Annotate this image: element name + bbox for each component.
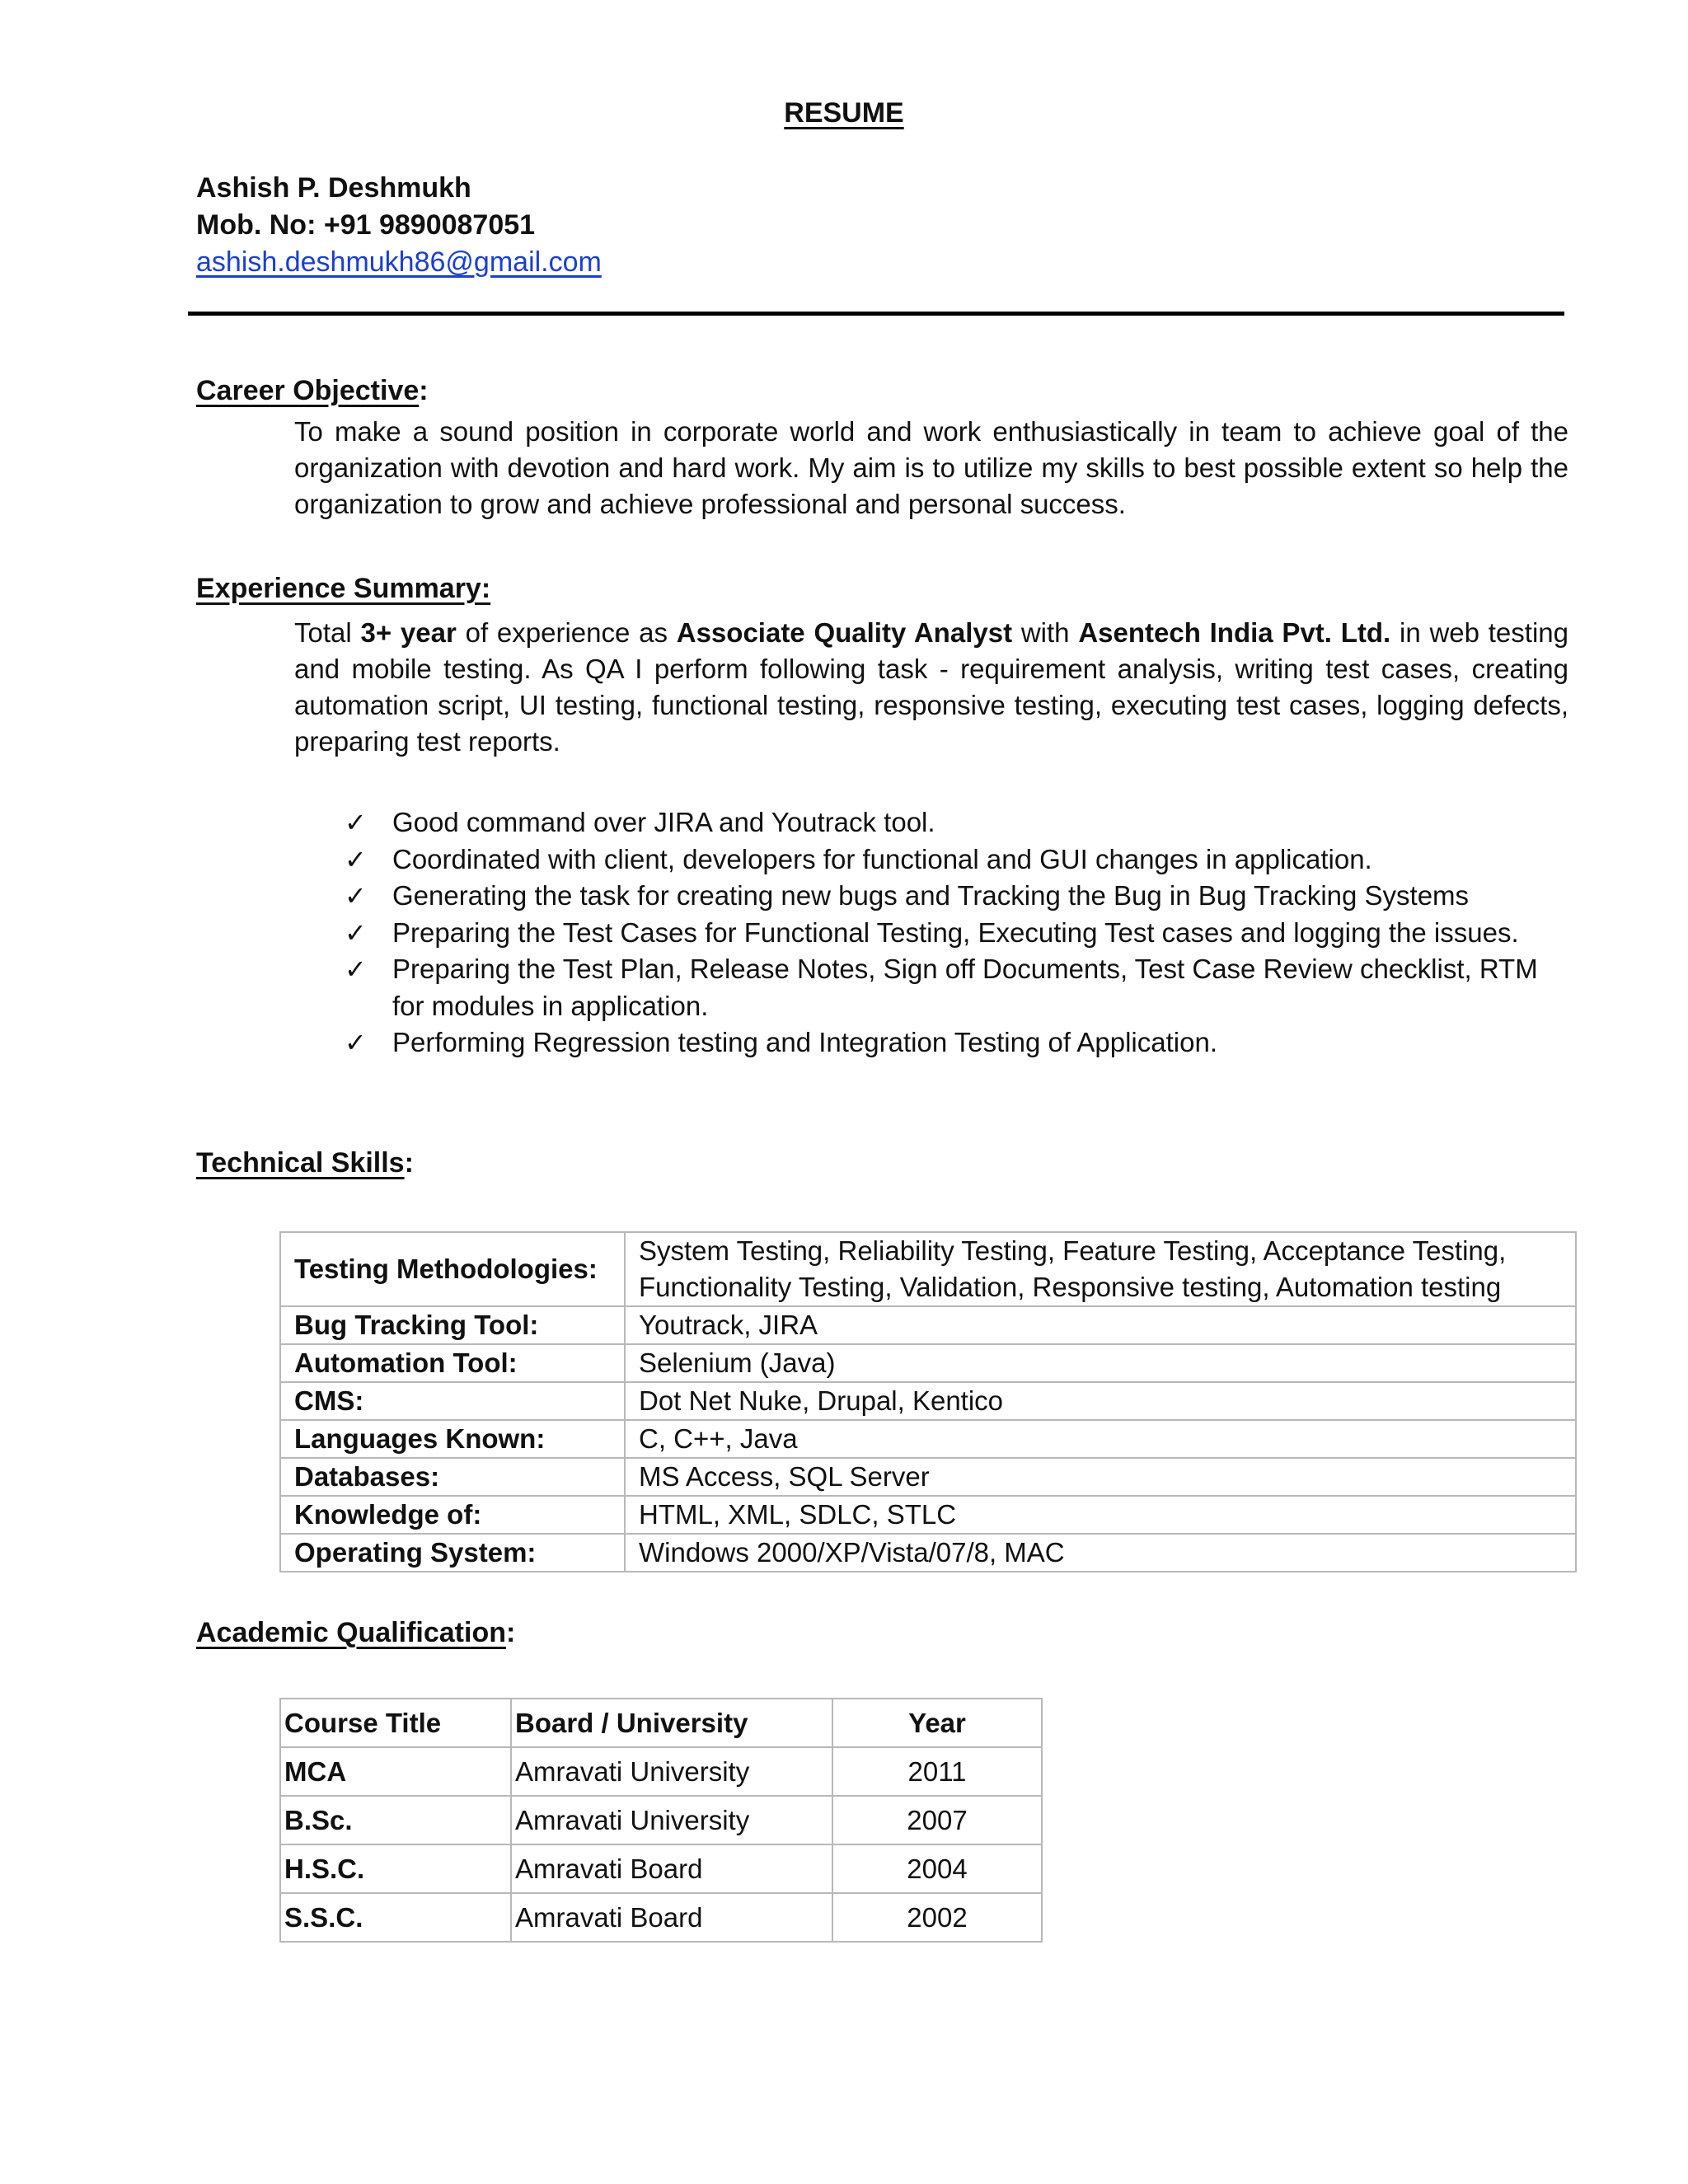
checkmark-icon: ✓ (345, 843, 367, 875)
academic-qualification-table (279, 1698, 1043, 1943)
academic-qualification-heading (196, 1617, 515, 1649)
list-item: ✓ Performing Regression testing and Integration Testing of Application. (338, 1024, 1574, 1062)
career-objective-colon: : (419, 375, 429, 406)
table-row (280, 1534, 1576, 1572)
technical-skills-heading-text: Technical Skills (196, 1147, 405, 1179)
table-header-row (280, 1699, 1042, 1747)
table-row (280, 1458, 1576, 1496)
year-cell: 2007 (832, 1796, 1042, 1844)
column-header-board: Board / University (511, 1699, 832, 1747)
column-header-year: Year (832, 1699, 1042, 1747)
year-cell: 2002 (832, 1893, 1042, 1942)
career-objective-heading-text: Career Objective (196, 375, 420, 406)
mobile-number: Mob. No: +91 9890087051 (196, 209, 536, 241)
skill-label: CMS: (280, 1382, 625, 1420)
checkmark-icon: ✓ (345, 1027, 367, 1058)
skill-label: Testing Methodologies: (280, 1232, 625, 1306)
experience-summary-heading-text: Experience Summary: (196, 573, 491, 604)
list-item: ✓ Preparing the Test Plan, Release Notes, Sign off Documents, Test Case Review checklist, RTM for modules in application. (338, 951, 1574, 1024)
list-item: ✓ Coordinated with client, developers for functional and GUI changes in application. (338, 841, 1574, 879)
experience-summary-text: Total 3+ year of experience as Associate Quality Analyst with Asentech India Pvt. Ltd. in web testing and mobile testing. As QA I perform following task - requirement analysis, writing test cases, creating automation script, UI testing, functional testing, responsive testing, executing test cases, logging defects, preparing test reports. (294, 617, 1568, 757)
course-cell: MCA (280, 1747, 511, 1796)
board-cell: Amravati Board (511, 1844, 832, 1893)
email-link[interactable]: ashish.deshmukh86@gmail.com (196, 246, 602, 278)
skill-value: HTML, XML, SDLC, STLC (625, 1496, 1576, 1534)
experience-bullet-list (338, 804, 1574, 1062)
course-cell: S.S.C. (280, 1893, 511, 1942)
skill-label: Knowledge of: (280, 1496, 625, 1534)
course-cell: H.S.C. (280, 1844, 511, 1893)
academic-qualification-colon: : (506, 1617, 516, 1648)
skill-label: Automation Tool: (280, 1344, 625, 1382)
technical-skills-table (279, 1231, 1577, 1572)
skill-value: Selenium (Java) (625, 1344, 1576, 1382)
checkmark-icon: ✓ (345, 954, 367, 985)
academic-qualification-heading-text: Academic Qualification (196, 1617, 506, 1648)
page-title: RESUME (784, 97, 904, 129)
skill-label: Operating System: (280, 1534, 625, 1572)
career-objective-text: To make a sound position in corporate world and work enthusiastically in team to achieve goal of the organization with devotion and hard work. My aim is to utilize my skills to best possible extent so help the organization to grow and achieve professional and personal success. (294, 416, 1568, 519)
experience-summary-heading (196, 573, 490, 605)
skill-value: C, C++, Java (625, 1420, 1576, 1458)
year-cell: 2011 (832, 1747, 1042, 1796)
board-cell: Amravati University (511, 1747, 832, 1796)
table-row (280, 1232, 1576, 1306)
checkmark-icon: ✓ (345, 880, 367, 912)
header-divider (188, 312, 1564, 316)
table-row (280, 1747, 1042, 1796)
skill-value: Dot Net Nuke, Drupal, Kentico (625, 1382, 1576, 1420)
skill-value: System Testing, Reliability Testing, Feature Testing, Acceptance Testing, Functionality Testing, Validation, Responsive testing, Automation testing (625, 1232, 1576, 1306)
course-cell: B.Sc. (280, 1796, 511, 1844)
table-row (280, 1844, 1042, 1893)
checkmark-icon: ✓ (345, 807, 367, 838)
technical-skills-colon: : (404, 1147, 414, 1179)
contact-block (196, 170, 602, 281)
technical-skills-heading (196, 1147, 414, 1179)
board-cell: Amravati University (511, 1796, 832, 1844)
board-cell: Amravati Board (511, 1893, 832, 1942)
list-item: ✓ Generating the task for creating new bugs and Tracking the Bug in Bug Tracking Systems (338, 878, 1574, 915)
table-row (280, 1382, 1576, 1420)
skill-value: Youtrack, JIRA (625, 1306, 1576, 1344)
skill-value: MS Access, SQL Server (625, 1458, 1576, 1496)
experience-years: 3+ year (360, 617, 457, 648)
table-row (280, 1796, 1042, 1844)
skill-label: Databases: (280, 1458, 625, 1496)
job-title: Associate Quality Analyst (676, 617, 1013, 648)
skill-label: Languages Known: (280, 1420, 625, 1458)
table-row (280, 1344, 1576, 1382)
skill-label: Bug Tracking Tool: (280, 1306, 625, 1344)
company-name: Asentech India Pvt. Ltd. (1078, 617, 1391, 648)
candidate-name: Ashish P. Deshmukh (196, 172, 471, 204)
skill-value: Windows 2000/XP/Vista/07/8, MAC (625, 1534, 1576, 1572)
table-row (280, 1420, 1576, 1458)
career-objective-heading (196, 375, 429, 407)
list-item: ✓ Good command over JIRA and Youtrack tool. (338, 804, 1574, 841)
table-row (280, 1306, 1576, 1344)
column-header-course: Course Title (280, 1699, 511, 1747)
list-item: ✓ Preparing the Test Cases for Functional Testing, Executing Test cases and logging the issues. (338, 915, 1574, 952)
year-cell: 2004 (832, 1844, 1042, 1893)
table-row (280, 1496, 1576, 1534)
table-row (280, 1893, 1042, 1942)
checkmark-icon: ✓ (345, 916, 367, 949)
